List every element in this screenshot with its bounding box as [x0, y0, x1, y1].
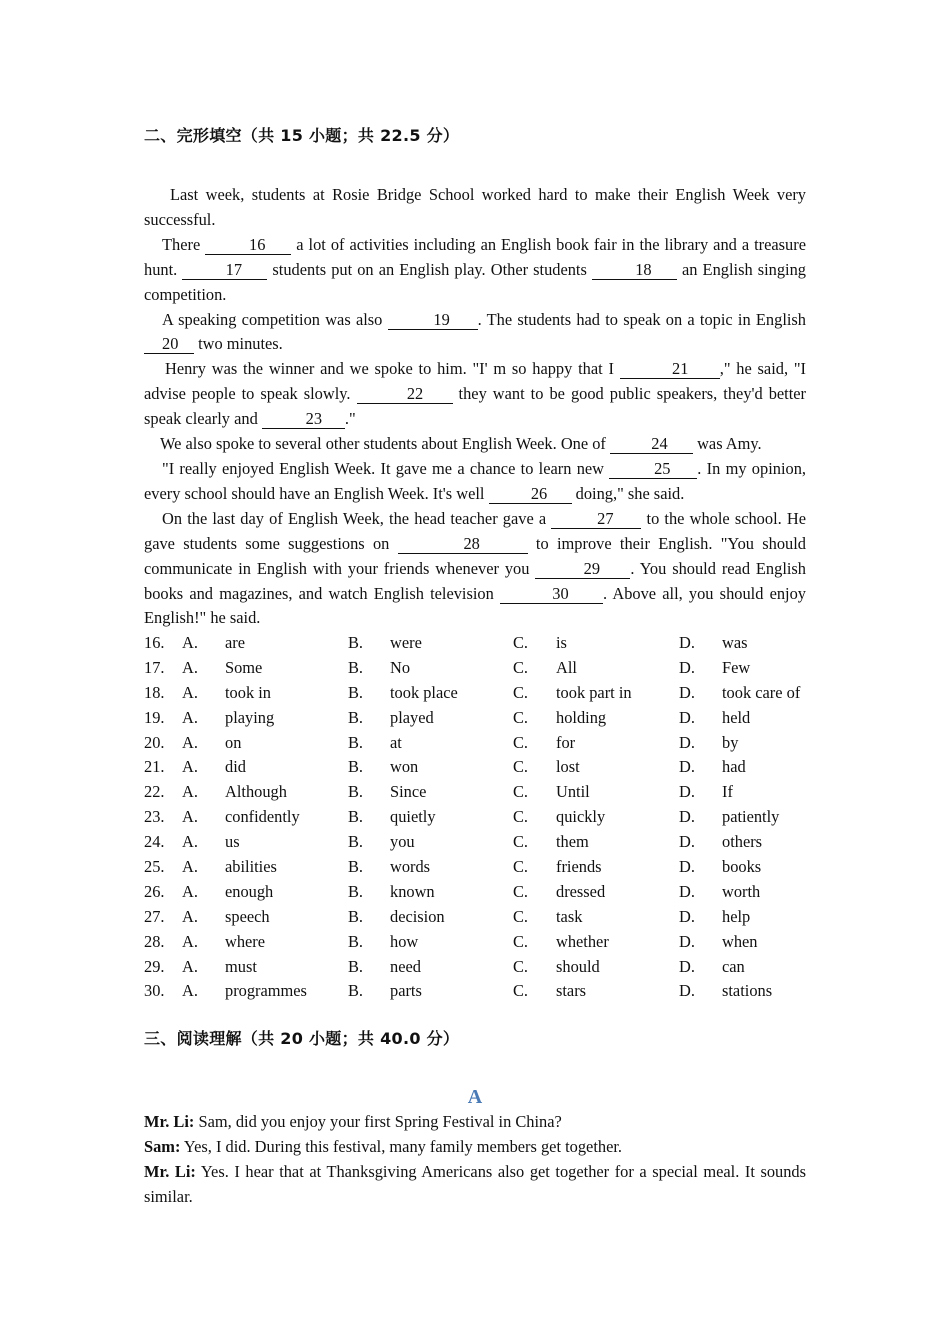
passage-paragraph	[144, 357, 806, 432]
option-a[interactable]: playing	[225, 707, 275, 727]
option-a[interactable]: did	[225, 757, 246, 777]
question-number: 18.	[144, 682, 165, 702]
passage-paragraph	[144, 233, 806, 308]
option-letter-c: C.	[513, 832, 529, 852]
option-letter-c: C.	[513, 782, 529, 802]
option-letter-b: B.	[348, 931, 364, 951]
option-letter-b: B.	[348, 757, 364, 777]
option-letter-c: C.	[513, 732, 529, 752]
passage-text: . The students had to speak on a topic in English	[477, 309, 807, 329]
option-letter-b: B.	[348, 807, 364, 827]
option-a[interactable]: took in	[225, 682, 271, 702]
passage-text: A speaking competition was also	[162, 309, 388, 329]
option-b[interactable]: decision	[390, 906, 445, 926]
passage-text: Henry was the winner and we spoke to him. "I' m so happy that I	[165, 359, 620, 379]
passage-text: On the last day of English Week, the head teacher gave a	[162, 508, 552, 528]
option-letter-c: C.	[513, 981, 529, 1001]
dialogue-text: Sam, did you enjoy your first Spring Festival in China?	[194, 1112, 562, 1131]
option-d[interactable]: help	[722, 906, 751, 926]
speaker-name: Mr. Li:	[144, 1161, 196, 1181]
option-letter-a: A.	[182, 832, 198, 852]
option-letter-a: A.	[182, 807, 198, 827]
speaker-name: Mr. Li:	[144, 1112, 195, 1131]
blank-30[interactable]: 30	[500, 584, 603, 604]
option-a[interactable]: abilities	[225, 857, 277, 877]
option-letter-b: B.	[348, 881, 364, 901]
passage-text: to the whole school. He gave students some suggestions on	[144, 508, 806, 553]
option-letter-d: D.	[679, 682, 695, 702]
passage-text: to improve their English. "You should communicate in English with your friends whenever you	[144, 533, 806, 578]
option-letter-b: B.	[348, 657, 364, 677]
option-row	[144, 830, 806, 855]
section-3-title: 三、阅读理解（共 20 小题；共 40.0 分）	[144, 1029, 460, 1048]
option-b[interactable]: played	[390, 707, 434, 727]
option-a[interactable]: Some	[225, 657, 263, 677]
option-letter-d: D.	[679, 981, 695, 1001]
passage-text: students put on an English play. Other students	[267, 259, 592, 279]
option-a[interactable]: enough	[225, 881, 274, 901]
question-number: 25.	[144, 857, 165, 877]
option-b[interactable]: known	[390, 881, 435, 901]
option-letter-d: D.	[679, 807, 695, 827]
option-b[interactable]: words	[390, 857, 431, 877]
option-a[interactable]: on	[225, 732, 242, 752]
question-number: 29.	[144, 956, 165, 976]
blank-19[interactable]: 19	[388, 310, 478, 330]
passage-text: was Amy.	[692, 434, 762, 454]
passage-text: doing," she said.	[571, 483, 685, 503]
option-b[interactable]: Since	[390, 782, 427, 802]
option-letter-c: C.	[513, 757, 529, 777]
passage-paragraph	[144, 507, 806, 632]
option-b[interactable]: were	[390, 633, 422, 652]
blank-22[interactable]: 22	[357, 384, 453, 404]
option-letter-b: B.	[348, 633, 364, 652]
dialogue-line	[144, 1160, 806, 1210]
option-letter-c: C.	[513, 707, 529, 727]
question-number: 28.	[144, 931, 165, 951]
option-a[interactable]: are	[225, 633, 246, 652]
question-number: 27.	[144, 906, 165, 926]
option-letter-c: C.	[513, 807, 529, 827]
option-a[interactable]: Although	[225, 782, 287, 802]
option-b[interactable]: you	[390, 832, 415, 852]
option-letter-d: D.	[679, 633, 695, 652]
blank-21[interactable]: 21	[620, 359, 720, 379]
blank-17[interactable]: 17	[182, 260, 267, 280]
option-letter-c: C.	[513, 682, 529, 702]
question-number: 20.	[144, 732, 165, 752]
blank-25[interactable]: 25	[609, 459, 697, 479]
option-c[interactable]: task	[556, 906, 583, 926]
option-letter-a: A.	[182, 857, 198, 877]
option-letter-a: A.	[182, 782, 198, 802]
passage-paragraph	[144, 432, 806, 457]
option-b[interactable]: parts	[390, 981, 422, 1001]
option-b[interactable]: quietly	[390, 807, 436, 827]
option-a[interactable]: programmes	[225, 981, 307, 1001]
option-letter-c: C.	[513, 881, 529, 901]
option-b[interactable]: need	[390, 956, 421, 976]
option-letter-c: C.	[513, 633, 529, 652]
option-letter-d: D.	[679, 956, 695, 976]
option-c[interactable]: holding	[556, 707, 607, 727]
option-c[interactable]: lost	[556, 757, 580, 777]
option-letter-a: A.	[182, 757, 198, 777]
blank-16[interactable]: 16	[205, 235, 291, 255]
answer-options-list	[144, 631, 806, 1004]
option-row	[144, 979, 806, 1004]
passage-a-heading: A	[467, 1086, 483, 1108]
option-d[interactable]: If	[722, 782, 733, 802]
question-number: 16.	[144, 633, 165, 652]
option-b[interactable]: No	[390, 657, 411, 677]
option-letter-a: A.	[182, 931, 198, 951]
option-c[interactable]: whether	[556, 931, 609, 951]
option-letter-b: B.	[348, 956, 364, 976]
option-letter-a: A.	[182, 682, 198, 702]
dialogue	[144, 1110, 806, 1210]
option-row	[144, 880, 806, 905]
option-d[interactable]: can	[722, 956, 745, 976]
option-letter-b: B.	[348, 707, 364, 727]
option-c[interactable]: Until	[556, 782, 590, 802]
option-row	[144, 656, 806, 681]
option-b[interactable]: at	[390, 732, 402, 752]
dialogue-line	[144, 1110, 806, 1135]
passage-text: ."	[344, 409, 356, 429]
option-letter-d: D.	[679, 782, 695, 802]
option-c[interactable]: stars	[556, 981, 587, 1001]
option-row	[144, 855, 806, 880]
option-letter-a: A.	[182, 633, 198, 652]
option-letter-b: B.	[348, 682, 364, 702]
blank-28[interactable]: 28	[398, 534, 528, 554]
question-number: 21.	[144, 757, 165, 777]
option-a[interactable]: speech	[225, 906, 270, 926]
blank-27[interactable]: 27	[551, 509, 641, 529]
option-letter-b: B.	[348, 832, 364, 852]
passage-paragraph	[144, 457, 806, 507]
question-number: 22.	[144, 782, 165, 802]
passage-text: two minutes.	[194, 334, 283, 354]
section-2-title: 二、完形填空（共 15 小题；共 22.5 分）	[144, 126, 460, 145]
question-number: 26.	[144, 881, 165, 901]
option-letter-d: D.	[679, 732, 695, 752]
option-letter-d: D.	[679, 906, 695, 926]
option-c[interactable]: dressed	[556, 881, 606, 901]
option-row	[144, 955, 806, 980]
passage-text: . In my opinion, every school should have an English Week. It's well	[144, 458, 806, 503]
option-d[interactable]: worth	[722, 881, 761, 901]
option-c[interactable]: for	[556, 732, 576, 752]
option-a[interactable]: confidently	[225, 807, 300, 827]
blank-26[interactable]: 26	[489, 484, 572, 504]
option-d[interactable]: when	[722, 931, 758, 951]
passage-text: . Above all, you should enjoy English!" he said.	[144, 583, 806, 628]
option-letter-a: A.	[182, 981, 198, 1001]
option-row	[144, 631, 806, 656]
option-d[interactable]: others	[722, 832, 763, 852]
question-number: 17.	[144, 657, 165, 677]
blank-20[interactable]: 20	[144, 334, 194, 354]
passage-paragraph	[144, 308, 806, 358]
option-row	[144, 706, 806, 731]
option-letter-b: B.	[348, 906, 364, 926]
option-letter-b: B.	[348, 981, 364, 1001]
option-d[interactable]: Few	[722, 657, 751, 677]
option-row	[144, 780, 806, 805]
question-number: 30.	[144, 981, 165, 1001]
option-c[interactable]: quickly	[556, 807, 606, 827]
option-letter-c: C.	[513, 857, 529, 877]
dialogue-line	[144, 1135, 806, 1160]
option-row	[144, 930, 806, 955]
option-letter-d: D.	[679, 757, 695, 777]
option-a[interactable]: must	[225, 956, 257, 976]
option-row	[144, 905, 806, 930]
option-row	[144, 805, 806, 830]
cloze-passage	[144, 183, 806, 631]
option-c[interactable]: is	[556, 633, 567, 652]
option-row	[144, 755, 806, 780]
option-letter-a: A.	[182, 906, 198, 926]
passage-text: they want to be good public speakers, they'd better speak clearly and	[144, 384, 806, 429]
option-d[interactable]: held	[722, 707, 751, 727]
option-letter-d: D.	[679, 657, 695, 677]
option-d[interactable]: by	[722, 732, 739, 752]
option-c[interactable]: All	[556, 657, 577, 677]
option-b[interactable]: took place	[390, 682, 458, 702]
dialogue-text: Yes. I hear that at Thanksgiving Americans also get together for a special meal. It sounds similar.	[144, 1161, 806, 1206]
blank-23[interactable]: 23	[262, 409, 345, 429]
option-letter-a: A.	[182, 657, 198, 677]
option-letter-d: D.	[679, 707, 695, 727]
option-c[interactable]: friends	[556, 857, 602, 877]
option-b[interactable]: won	[390, 757, 419, 777]
option-letter-c: C.	[513, 956, 529, 976]
option-row	[144, 731, 806, 756]
option-c[interactable]: should	[556, 956, 600, 976]
option-d[interactable]: patiently	[722, 807, 780, 827]
option-letter-c: C.	[513, 657, 529, 677]
option-letter-b: B.	[348, 732, 364, 752]
passage-text: "I really enjoyed English Week. It gave me a chance to learn new	[162, 458, 610, 478]
question-number: 23.	[144, 807, 165, 827]
passage-text: ," he said, "I advise people to speak slowly.	[144, 359, 806, 404]
question-number: 19.	[144, 707, 165, 727]
passage-text: a lot of activities including an English book fair in the library and a treasure hunt.	[144, 234, 806, 279]
option-d[interactable]: had	[722, 757, 746, 777]
option-c[interactable]: took part in	[556, 682, 632, 702]
option-letter-a: A.	[182, 881, 198, 901]
dialogue-text: Yes, I did. During this festival, many family members get together.	[180, 1136, 623, 1156]
blank-29[interactable]: 29	[535, 559, 630, 579]
option-d[interactable]: took care of	[722, 682, 801, 702]
option-letter-c: C.	[513, 906, 529, 926]
blank-24[interactable]: 24	[610, 434, 693, 454]
passage-paragraph	[144, 183, 806, 233]
option-row	[144, 681, 806, 706]
option-letter-d: D.	[679, 881, 695, 901]
speaker-name: Sam:	[144, 1136, 181, 1156]
question-number: 24.	[144, 832, 165, 852]
option-d[interactable]: books	[722, 857, 762, 877]
option-letter-d: D.	[679, 857, 695, 877]
option-letter-a: A.	[182, 732, 198, 752]
option-letter-a: A.	[182, 707, 198, 727]
option-letter-b: B.	[348, 857, 364, 877]
option-b[interactable]: how	[390, 931, 419, 951]
option-letter-b: B.	[348, 782, 364, 802]
option-letter-d: D.	[679, 931, 695, 951]
passage-text: an English singing competition.	[144, 259, 806, 304]
option-letter-c: C.	[513, 931, 529, 951]
option-letter-a: A.	[182, 956, 198, 976]
passage-text: Last week, students at Rosie Bridge School worked hard to make their English Week very successful.	[144, 185, 806, 229]
passage-text: There	[162, 234, 206, 254]
option-d[interactable]: was	[722, 633, 748, 652]
option-d[interactable]: stations	[722, 981, 773, 1001]
blank-18[interactable]: 18	[592, 260, 677, 280]
option-a[interactable]: us	[225, 832, 240, 852]
option-a[interactable]: where	[225, 931, 266, 951]
passage-text: . You should read English books and magazines, and watch English television	[144, 558, 807, 603]
passage-text: We also spoke to several other students about English Week. One of	[160, 434, 610, 454]
option-c[interactable]: them	[556, 832, 589, 852]
option-letter-d: D.	[679, 832, 695, 852]
